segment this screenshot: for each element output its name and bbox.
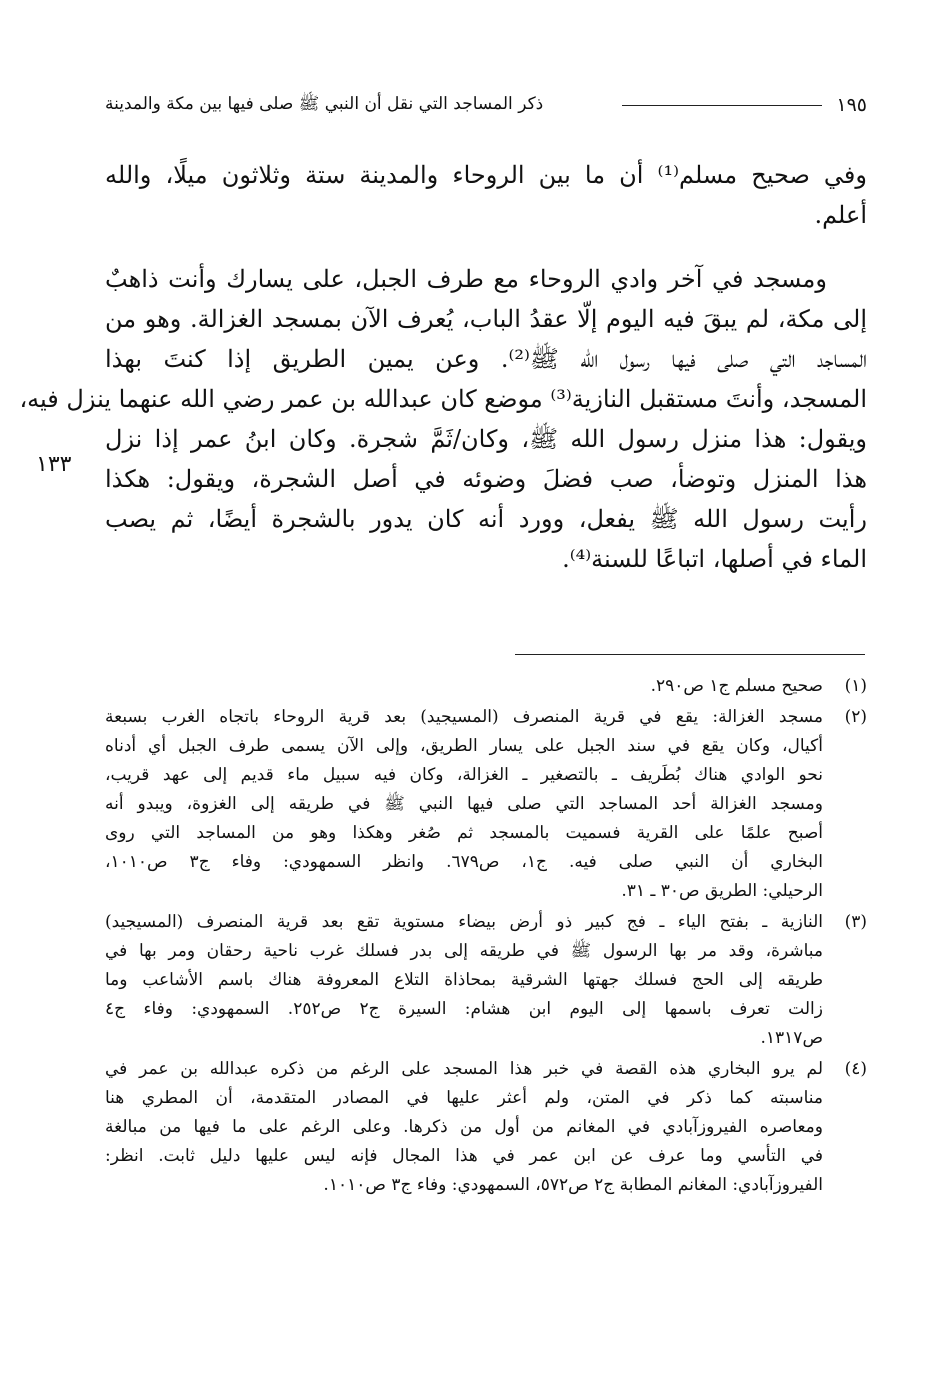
- header-rule: [622, 105, 822, 106]
- text-line: رأيت رسول الله ﷺ يفعل، وورد أنه كان يدور بالشجرة أيضًا، ثم يصب: [105, 505, 867, 533]
- footnote-line: ومسجد الغزالة أحد المساجد التي صلى فيها النبي ﷺ في طريقه إلى الغزوة، ويبدو أنه: [105, 794, 823, 814]
- footnote: [105, 1055, 867, 1200]
- page-number: ١٩٥: [836, 94, 867, 116]
- text-line: أعلم.: [814, 201, 867, 229]
- footnote-line: مسجد الغزالة: يقع في قرية المنصرف (المسيجيد) بعد قرية الروحاء باتجاه الغرب بسبعة: [105, 707, 823, 727]
- footnote-number: (٢): [844, 707, 867, 727]
- footnote-line: صحيح مسلم ج١ ص٢٩٠.: [650, 676, 823, 696]
- text-line: المسجد، وأنتَ مستقبل النازية⁽³⁾ موضع كان عبدالله بن عمر رضي الله عنهما ينزل فيه،: [19, 385, 867, 413]
- text-line: إلى مكة، لم يبقَ فيه اليوم إلّا عقدُ الباب، يُعرف الآن بمسجد الغزالة. وهو من: [105, 305, 867, 333]
- footnote-line: الرحيلي: الطريق ص٣٠ ـ ٣١.: [621, 881, 823, 901]
- footnote-line: النازية ـ بفتح الياء ـ فج كبير ذو أرض بيضاء مستوية تقع بعد قرية المنصرف (المسيجيد): [105, 912, 823, 932]
- text-line: المساجد التي صلى فيها رسول الله ﷺ⁽²⁾. وعن يمين الطريق إذا كنتَ بهذا: [105, 345, 867, 373]
- text-line: الماء في أصلها، اتباعًا للسنة⁽⁴⁾.: [562, 545, 867, 573]
- footnote: [105, 908, 867, 1053]
- running-title: ذكر المساجد التي نقل أن النبي ﷺ صلى فيها بين مكة والمدينة: [105, 93, 544, 114]
- footnote-separator: [515, 654, 865, 655]
- footnote-line: طريقه إلى الحج فسلك جهتها الشرقية بمحاذاة التلاع المعروفة هناك باسم الأشاعب وما: [105, 970, 823, 990]
- footnote-line: زالت تعرف باسمها إلى اليوم ابن هشام: السيرة ج٢ ص٢٥٢. السمهودي: وفاء ج٤: [105, 999, 823, 1019]
- footnote-line: لم يرو البخاري هذه القصة في خبر هذا المسجد على الرغم من ذكره عبدالله بن عمر في: [105, 1059, 823, 1079]
- footnotes: [105, 672, 867, 1202]
- footnote-line: مناسبته كما ذكر في المتن، ولم أعثر عليها في المصادر المتقدمة، أن المطري هنا: [105, 1088, 823, 1108]
- footnote-line: ومعاصره الفيروزآبادي في المغانم من أول من ذكرها. وعلى الرغم على ما فيها من مبالغة: [105, 1117, 823, 1137]
- footnote-line: أكيال، وكان يقع في سند الجبل على يسار الطريق، وإلى الآن يسمى طرف الجبل أي أدناه: [105, 736, 823, 756]
- running-header: [105, 90, 867, 120]
- footnote: [105, 703, 867, 906]
- text-line: ومسجد في آخر وادي الروحاء مع طرف الجبل، على يسارك وأنت ذاهبٌ: [105, 265, 827, 293]
- text-line: وفي صحيح مسلم⁽¹⁾ أن ما بين الروحاء والمدينة ستة وثلاثون ميلًا، والله: [105, 161, 867, 189]
- footnote-line: ص١٣١٧.: [760, 1028, 823, 1048]
- footnote: [105, 672, 867, 701]
- footnote-line: في التأسي وما عرف عن ابن عمر في هذا المجال فإنه ليس عليها دليل ثابت. انظر:: [105, 1146, 823, 1166]
- footnote-line: أصبح علمًا على القرية فسميت بالمسجد ثم صُغر وهكذا وهو من المساجد التي روى: [105, 823, 823, 843]
- text-line: هذا المنزل وتوضأ، صب فضلَ وضوئه في أصل الشجرة، ويقول: هكذا: [105, 465, 867, 493]
- margin-page-reference: ١٣٣: [36, 452, 72, 477]
- footnote-line: البخاري أن النبي صلى فيه. ج١، ص٦٧٩. وانظر السمهودي: وفاء ج٣ ص١٠١٠،: [105, 852, 823, 872]
- footnote-number: (٣): [844, 912, 867, 932]
- footnote-line: مباشرة، وقد مر بها الرسول ﷺ في طريقه إلى بدر فسلك غرب ناحية رحقان ومر بها في: [105, 941, 823, 961]
- paragraph: [105, 155, 867, 235]
- footnote-line: الفيروزآبادي: المغانم المطابة ج٢ ص٥٧٢، السمهودي: وفاء ج٣ ص١٠١٠.: [323, 1175, 823, 1195]
- footnote-number: (٤): [844, 1059, 867, 1079]
- footnote-line: نحو الوادي هناك بُطَريف ـ بالتصغير ـ الغزالة، وكان فيه سبيل ماء قديم إلى عهد قريب،: [105, 765, 823, 785]
- footnote-number: (١): [844, 676, 867, 696]
- text-line: ويقول: هذا منزل رسول الله ﷺ، وكان/ثَمَّ شجرة. وكان ابنُ عمر إذا نزل: [105, 425, 867, 453]
